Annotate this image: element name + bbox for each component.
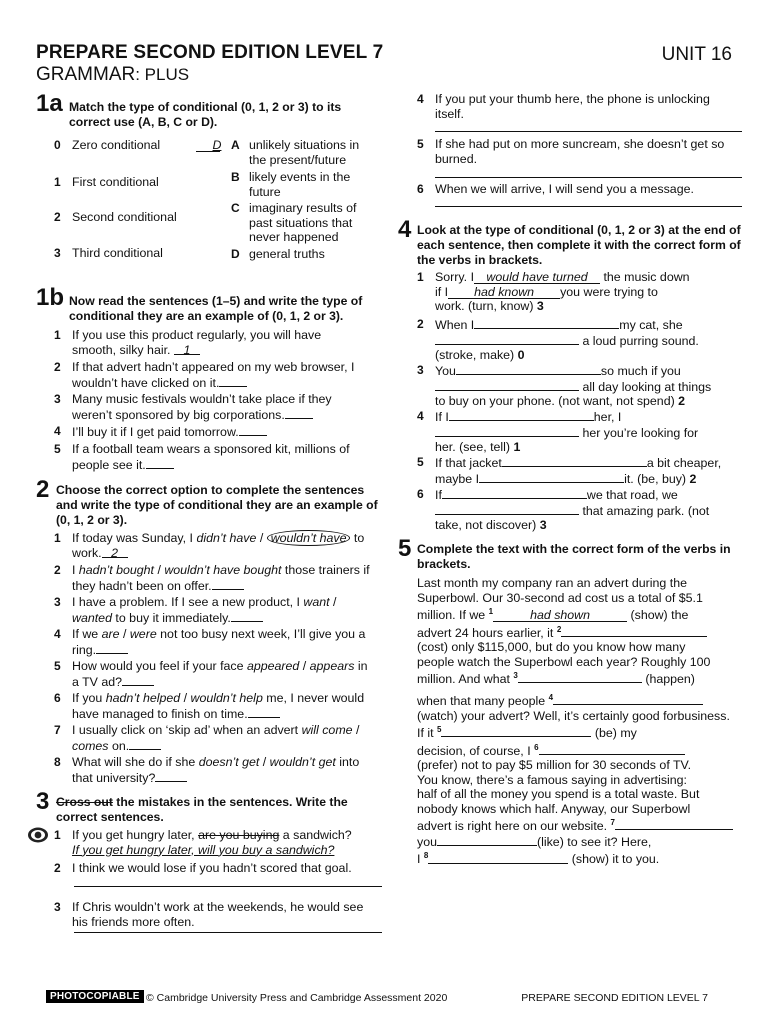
exercise-instruction: Look at the type of conditional (0, 1, 2 or 3) at the end of each sentence, then complete it with the correct form of the verbs in brackets. <box>417 223 741 267</box>
answer-example: had shown <box>530 608 591 623</box>
exercise-3: 3 Cross out the mistakes in the sentences. Write the correct sentences. 1 If you get hungry later, are you buying a sandwich? If you get hungry later, will you buy a sandwich? 2 I think we would lose if you hadn’t scored that goal. 3 If Chris wouldn’t work at the weekends, he would see his friends more often. <box>36 792 386 942</box>
exercise-instruction: Match the type of conditional (0, 1, 2 or 3) to its correct use (A, B, C or D). <box>69 100 342 129</box>
answer-example: 2 <box>111 545 119 560</box>
answer-blank[interactable] <box>479 471 624 483</box>
answer-blank[interactable] <box>219 375 247 387</box>
answer-blank[interactable] <box>248 706 280 718</box>
answer-example: would have turned <box>486 270 588 284</box>
exercise-1b: 1b Now read the sentences (1–5) and write the type of conditional they are an example of (0, 1, 2 or 3). 1 If you use this product regularly, you will have smooth, silky hair. 1 2 If that advert hadn’t appeared on my web browser, I wouldn’t have clicked on it. 3 Many music festivals wouldn’t take place if they weren’t sponsored by big corporations. 4 I’ll buy it if I get paid tomorrow. 5 If a football team wears a sponsored kit, millions of people see it. <box>36 290 386 480</box>
answer-blank[interactable] <box>474 317 619 329</box>
answer-blank[interactable] <box>561 625 707 637</box>
option-a[interactable]: doesn’t get <box>198 755 260 769</box>
option-a[interactable]: are <box>101 627 120 641</box>
eye-icon <box>27 826 49 849</box>
answer-blank[interactable] <box>129 738 161 750</box>
answer-blank[interactable] <box>174 343 200 355</box>
option-b[interactable]: wouldn’t have bought <box>164 563 282 577</box>
answer-blank[interactable] <box>212 578 244 590</box>
option-a[interactable]: hadn’t bought <box>78 563 154 577</box>
answer-blank[interactable] <box>502 455 647 467</box>
exercise-4: 4 Look at the type of conditional (0, 1, 2 or 3) at the end of each sentence, then complete it with the correct form of the verbs in brackets. 1 Sorry. I would have turned the music down if I had known you were trying to work. (turn, know) 3 2 When I my cat, she a loud purring sound. (stroke, make) 0 3 You so much if you all day looking at things to buy on your phone. (not want, not spend) 2 4 If I her, I her you’re looking for her. (see, tell) 1 5 If that jacket a bit cheaper, maybe I it. (be, buy) 2 6 If we that road, we that amazing park. (not take, not discover) 3 <box>398 220 758 530</box>
answer-line[interactable] <box>435 177 742 178</box>
exercise-number: 1a <box>36 90 63 117</box>
answer-line[interactable] <box>435 206 742 207</box>
page-title: PREPARE SECOND EDITION LEVEL 7 <box>36 42 384 63</box>
answer-blank[interactable] <box>231 610 263 622</box>
exercise-instruction: Cross out the mistakes in the sentences. Write the correct sentences. <box>56 795 348 824</box>
answer-blank[interactable] <box>441 725 591 737</box>
exercise-number: 3 <box>36 788 50 815</box>
option-a[interactable]: appeared <box>246 659 300 673</box>
answer-blank[interactable] <box>146 457 174 469</box>
answer-blank[interactable] <box>553 693 703 705</box>
answer-blank[interactable] <box>155 770 187 782</box>
option-a[interactable]: will come <box>301 723 353 737</box>
answer-blank[interactable] <box>196 151 220 152</box>
section-subtitle <box>36 64 189 86</box>
unit-label: UNIT 16 <box>661 44 732 65</box>
exercise-instruction: Choose the correct option to complete the sentences and write the type of conditional they are an example of (0, 1, 2 or 3). <box>56 483 378 527</box>
option-b[interactable]: were <box>129 627 157 641</box>
answer-example: 1 <box>183 342 191 357</box>
option-a[interactable]: want <box>303 595 330 609</box>
option-a[interactable]: didn’t have <box>196 531 257 545</box>
answer-blank[interactable] <box>428 852 568 864</box>
exercise-5 <box>398 535 758 867</box>
exercise-instruction: Complete the text with the correct form of the verbs in brackets. <box>417 542 731 571</box>
copyright-text: © Cambridge University Press and Cambridge Assessment 2020 <box>146 992 448 1004</box>
answer-blank[interactable] <box>96 642 128 654</box>
crossed-mistake: are you buying <box>198 828 280 842</box>
answer-blank[interactable] <box>122 674 154 686</box>
option-a[interactable]: hadn’t helped <box>105 691 181 705</box>
answer-blank[interactable] <box>456 363 601 375</box>
option-b[interactable]: wouldn’t get <box>269 755 336 769</box>
exercise-number: 4 <box>398 216 412 243</box>
footer-right-text: PREPARE SECOND EDITION LEVEL 7 <box>521 992 708 1004</box>
exercise-number: 1b <box>36 284 65 311</box>
exercise-number: 2 <box>36 476 50 503</box>
option-b[interactable]: wouldn’t help <box>190 691 263 705</box>
answer-blank[interactable] <box>435 379 579 391</box>
answer-blank[interactable] <box>493 608 627 622</box>
answer-blank[interactable] <box>442 487 587 499</box>
subtitle-prefix: GRAMMAR <box>36 64 136 85</box>
answer-blank[interactable] <box>435 333 579 345</box>
answer-example: D <box>212 138 222 152</box>
footer <box>46 990 708 1006</box>
exercise-1a: 1a Match the type of conditional (0, 1, 2 or 3) to its correct use (A, B, C or D). 0 Zero conditional D 1 First conditional 2 Second conditional 3 Third conditional A unlikely situations in the present/future B likely events in the future C imaginary results of past situations that never happened D general truths <box>36 96 366 266</box>
subtitle-suffix: : PLUS <box>135 65 190 84</box>
exercise-instruction: Now read the sentences (1–5) and write the type of conditional they are an example of (0, 1, 2 or 3). <box>69 294 363 323</box>
answer-blank[interactable] <box>448 285 560 299</box>
option-b-selected[interactable]: wouldn’t have <box>267 530 351 546</box>
answer-line[interactable] <box>74 886 382 887</box>
answer-blank[interactable] <box>435 425 579 437</box>
answer-blank[interactable] <box>239 424 267 436</box>
answer-line[interactable] <box>435 131 742 132</box>
answer-line[interactable] <box>74 932 382 933</box>
option-b[interactable]: comes <box>72 738 109 753</box>
answer-blank[interactable] <box>435 503 579 515</box>
paragraph: Last month my company ran an advert during the Superbowl. Our 30-second ad cost us a total of $5.1 million. If we $^1$ had shown (show) the advert 24 hours earlier, it $^2$ (cost) only $115,000, but do you know how many people watch the Superbowl each year? Roughly 100 million. And what $^3$ (happen) when that many people $^4$ (watch) your advert? Well, it’s certainly good forbusiness. If it $^5$ (be) my decision, of course, I $^6$ (prefer) not to pay $5 million for 30 seconds of TV. You know, there’s a famous saying in advertising: half of all the money you spend is a total waste. But nobody knows which half. Anyway, our Superbowl advert is right here on our website. $^7$ you (like) to see it? Here, I $^8$ (show) it to you. <box>417 576 753 867</box>
answer-blank[interactable] <box>474 270 600 284</box>
exercise-number: 5 <box>398 535 412 562</box>
photocopiable-badge: PHOTOCOPIABLE <box>46 990 144 1003</box>
answer-example: had known <box>474 284 535 299</box>
exercise-2: 2 Choose the correct option to complete the sentences and write the type of conditional they are an example of (0, 1, 2 or 3). 1 If today was Sunday, I didn’t have / wouldn’t have to work. 2 2 I hadn’t bought / wouldn’t have bought those trainers if they hadn’t been on offer. 3 I have a problem. If I see a new product, I want / wanted to buy it immediately. 4 If we are / were not too busy next week, I’ll give you a ring. 5 How would you feel if your face appeared / appears in a TV ad? 6 If you hadn’t helped / wouldn’t help me, I never would have managed to finish on time. 7 I usually click on ‘skip ad’ when an advert will come / comes on. 8 What will she do if she doesn’t get / wouldn’t get into that university? <box>36 480 386 785</box>
answer-blank[interactable] <box>285 407 313 419</box>
answer-blank[interactable] <box>437 834 537 846</box>
answer-blank[interactable] <box>102 546 128 558</box>
option-b[interactable]: wanted <box>72 610 112 625</box>
answer-example: If you get hungry later, will you buy a sandwich? <box>72 842 335 857</box>
answer-blank[interactable] <box>449 409 594 421</box>
option-b[interactable]: appears <box>309 659 355 673</box>
answer-blank[interactable] <box>615 818 733 830</box>
answer-blank[interactable] <box>518 671 642 683</box>
answer-blank[interactable] <box>539 743 685 755</box>
